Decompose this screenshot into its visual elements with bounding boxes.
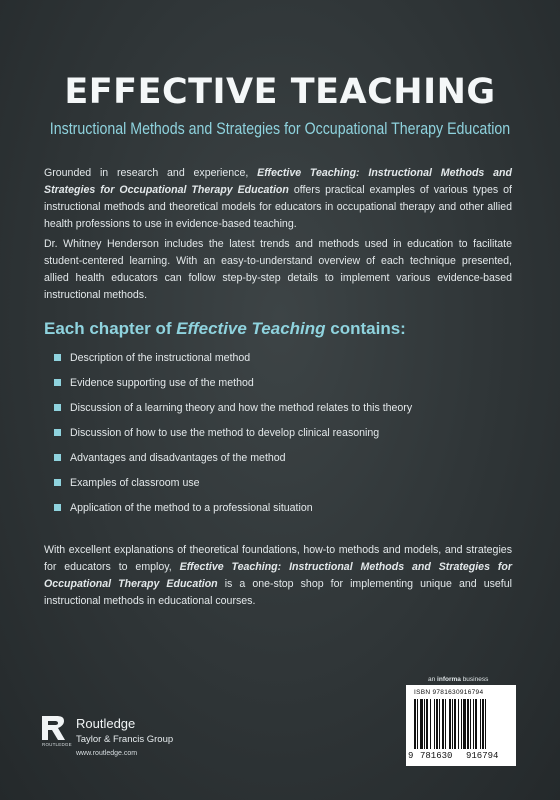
informa-business-label: an informa business (428, 676, 489, 683)
bullet-square-icon (54, 504, 61, 511)
list-item: Discussion of a learning theory and how the method relates to this theory (54, 400, 412, 425)
chapter-contents-list (54, 350, 412, 525)
bullet-square-icon (54, 479, 61, 486)
list-item: Examples of classroom use (54, 475, 412, 500)
bullet-square-icon (54, 379, 61, 386)
description-paragraph-2: Dr. Whitney Henderson includes the latest trends and methods used in education to facilitate student-centered learning. With an easy-to-understand overview of each technique presented, allied health educators can follow step-by-step details to implement various evidence-based instructional methods. (44, 238, 512, 301)
barcode-digits-mid: 781630 (420, 751, 453, 761)
barcode-digits-right: 916794 (466, 751, 499, 761)
publisher-block (38, 712, 208, 772)
routledge-logo-text: ROUTLEDGE (42, 742, 72, 747)
list-item: Application of the method to a professional situation (54, 500, 412, 525)
bullet-square-icon (54, 429, 61, 436)
book-title: EFFECTIVE TEACHING (64, 72, 496, 112)
barcode-digit-left: 9 (408, 751, 414, 761)
publisher-url: www.routledge.com (76, 750, 138, 757)
bullet-square-icon (54, 404, 61, 411)
list-item: Evidence supporting use of the method (54, 375, 412, 400)
book-subtitle: Instructional Methods and Strategies for Occupational Therapy Education (49, 120, 511, 138)
chapters-heading: Each chapter of Effective Teaching contains: (44, 319, 406, 338)
publisher-group: Taylor & Francis Group (76, 734, 174, 745)
barcode-icon (412, 699, 510, 751)
bullet-square-icon (54, 454, 61, 461)
description-paragraph-3: With excellent explanations of theoretical foundations, how-to methods and models, and strategies for educators to employ, Effective Teaching: Instructional Methods and Strategies for Occupational Therapy Education is a one-stop shop for implementing unique and useful instructional methods in educational courses. (44, 544, 512, 607)
list-item: Advantages and disadvantages of the method (54, 450, 412, 475)
description-paragraph-1: Grounded in research and experience, Effective Teaching: Instructional Methods and Strategies for Occupational Therapy Education offers practical examples of various types of instructional methods and theoretical models for educators in occupational therapy and other allied health professions to use in evidence-based teaching. (44, 167, 512, 230)
bullet-square-icon (54, 354, 61, 361)
isbn-barcode (406, 685, 516, 766)
publisher-name: Routledge (76, 716, 136, 731)
list-item: Discussion of how to use the method to develop clinical reasoning (54, 425, 412, 450)
isbn-label: ISBN 9781630916794 (414, 689, 484, 696)
list-item: Description of the instructional method (54, 350, 412, 375)
